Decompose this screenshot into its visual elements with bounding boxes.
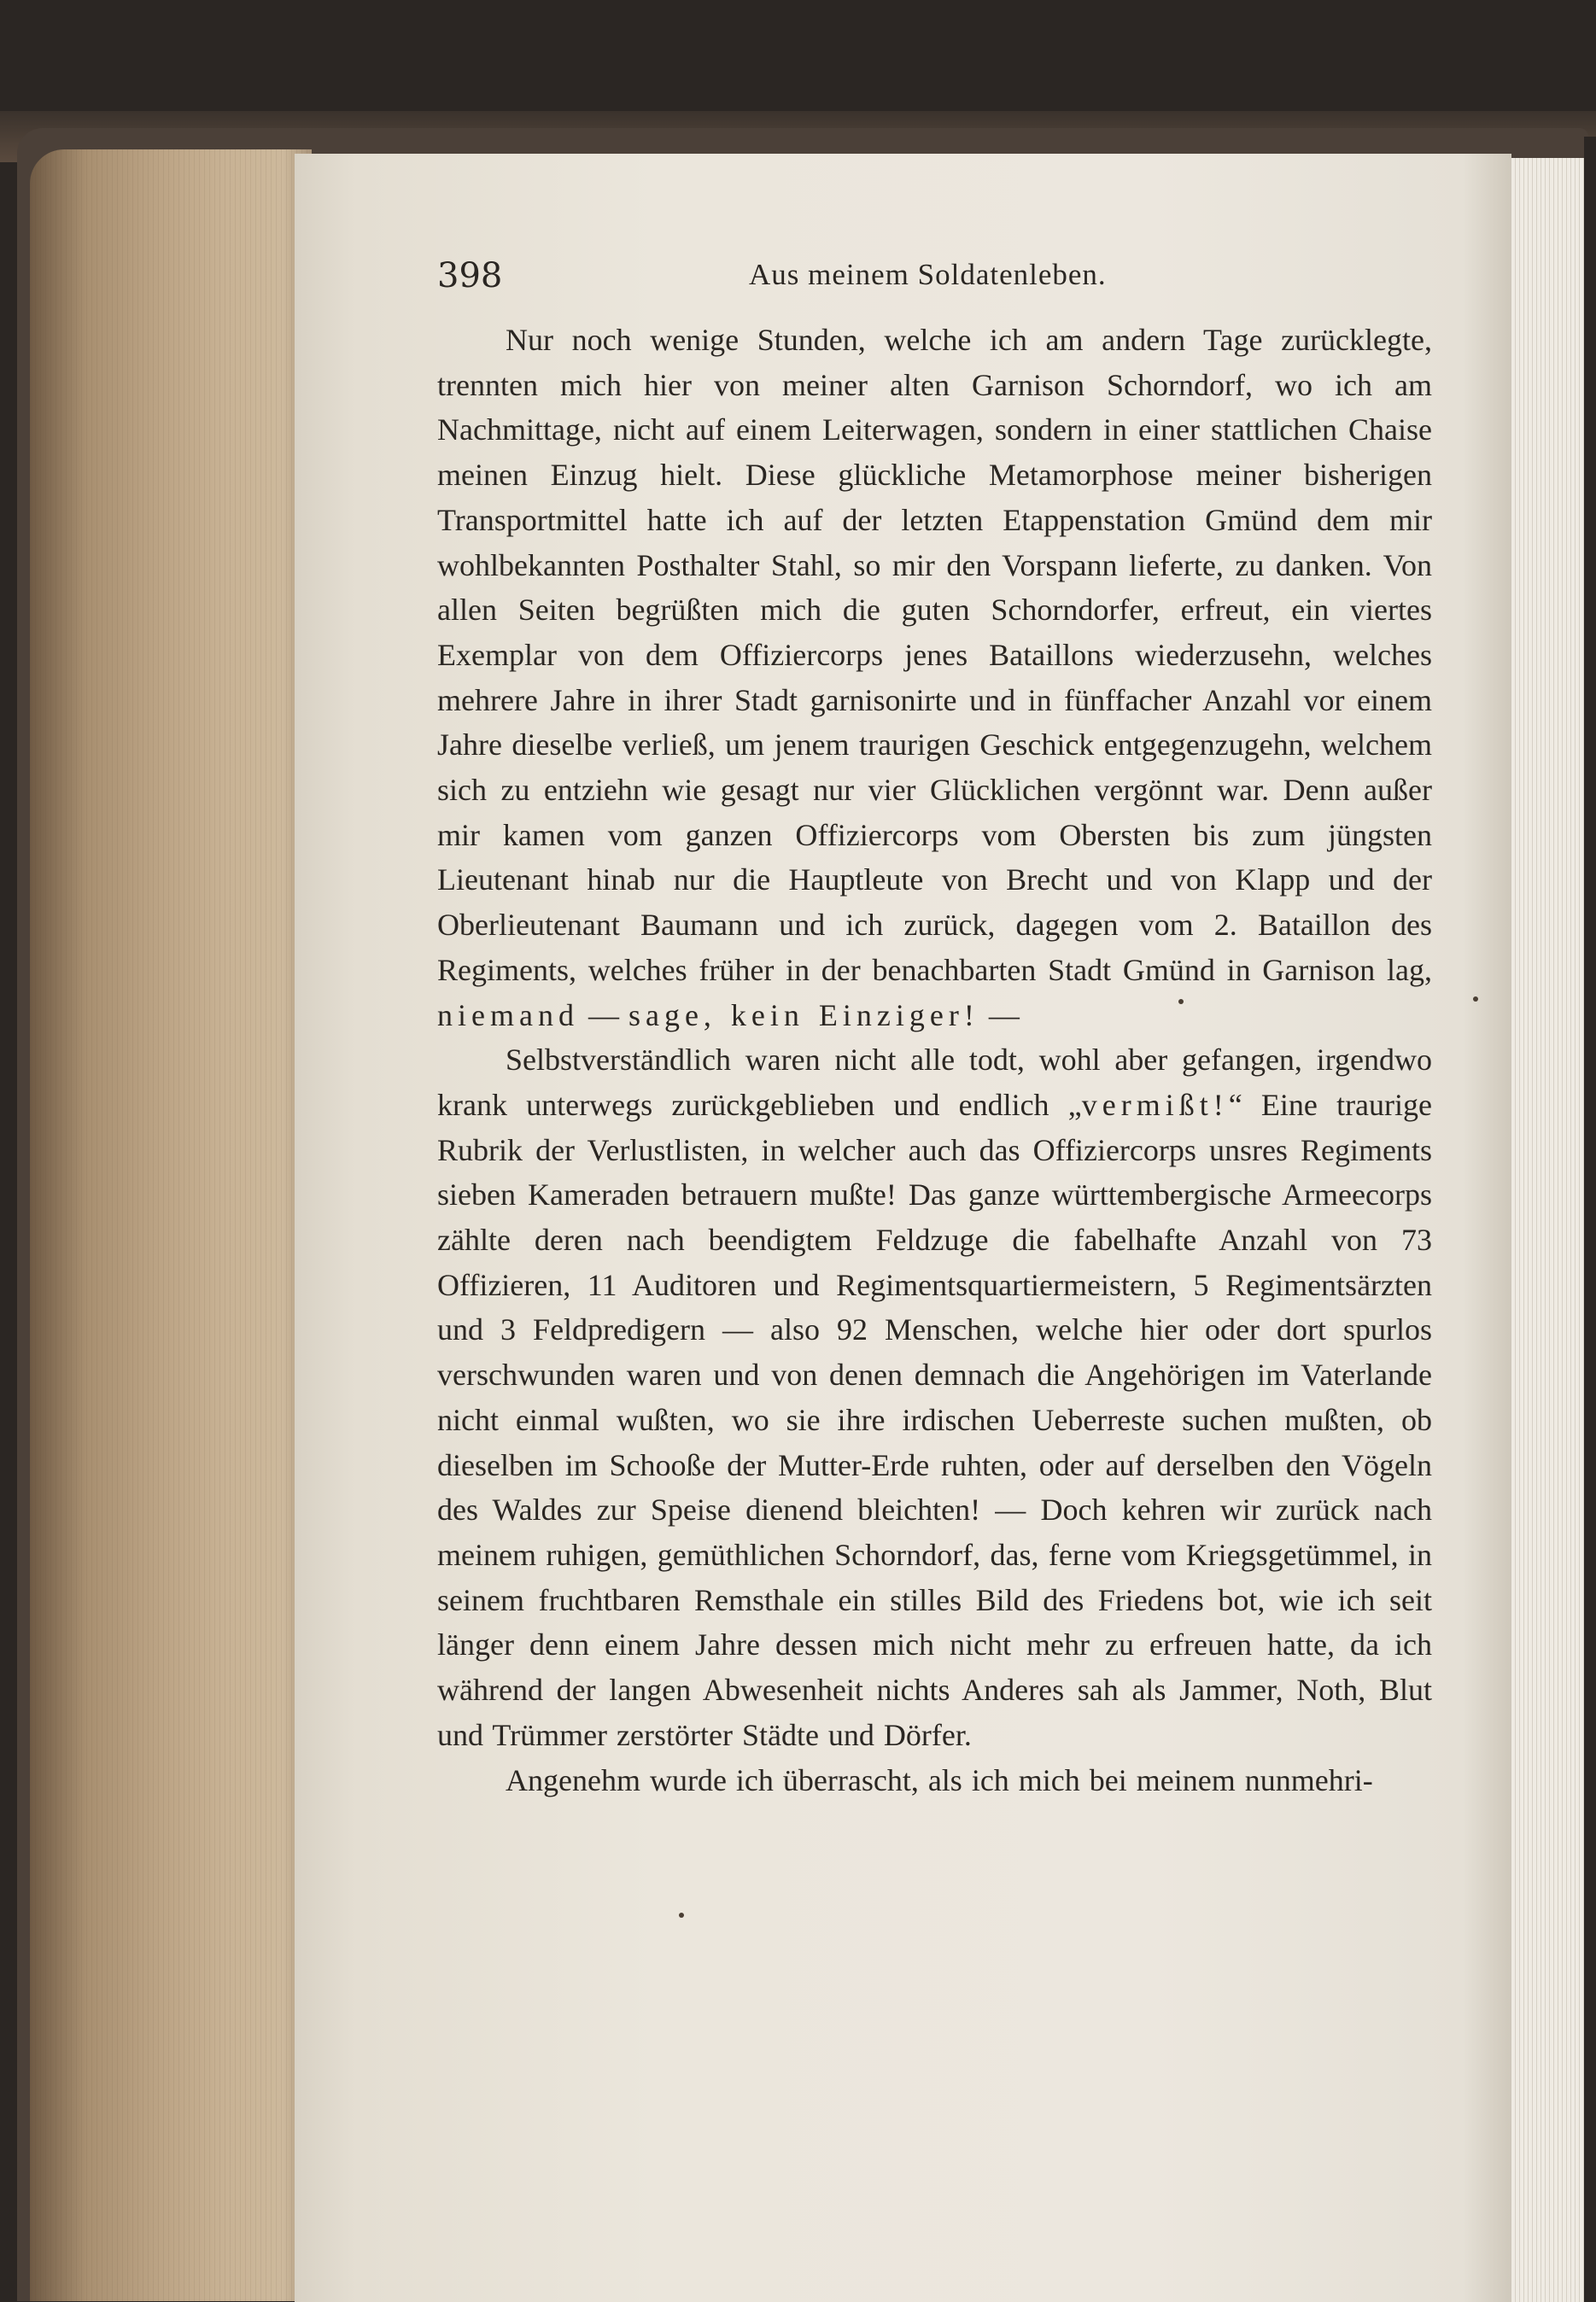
page-block-lines <box>30 149 312 2301</box>
paper-speck <box>679 1913 684 1918</box>
emphasized-text: niemand <box>437 997 579 1032</box>
emphasized-text: sage, kein Einziger! <box>628 997 979 1032</box>
text-run: Selbstverständlich waren nicht alle todt, wohl aber gefangen, irgendwo krank unterwegs zurückgeblieben und endlich „ <box>437 1043 1432 1122</box>
paragraph <box>437 318 1432 1037</box>
paragraph <box>437 1037 1432 1757</box>
emphasized-text: vermißt! <box>1081 1087 1229 1122</box>
page-body <box>437 318 1432 1802</box>
text-run: Nur noch wenige Stunden, welche ich am andern Tage zurücklegte, trennten mich hier von meiner alten Garnison Schorndorf, wo ich am Nachmittage, nicht auf einem Leiterwagen, sondern in einer stattlichen Chaise meinen Einzug hielt. Diese glückliche Metamorphose meiner bisherigen Transportmittel hatte ich auf der letzten Etappenstation Gmünd dem mir wohlbekannten Posthalter Stahl, so mir den Vorspann lieferte, zu danken. Von allen Seiten begrüßten mich die guten Schorndorfer, erfreut, ein viertes Exemplar von dem Offiziercorps jenes Bataillons wiederzusehn, welches mehrere Jahre in ihrer Stadt garnisonirte und in fünffacher Anzahl vor einem Jahre dieselbe verließ, um jenem traurigen Geschick entgegenzugehn, welchem sich zu entziehn wie gesagt nur vier Glücklichen vergönnt war. Denn außer mir kamen vom ganzen Offiziercorps vom Obersten bis zum jüngsten Lieutenant hinab nur die Hauptleute von Brecht und von Klapp und der Oberlieutenant Baumann und ich zurück, dagegen vom 2. Bataillon des Regiments, welches früher in der benachbarten Stadt Gmünd in Garnison lag, <box>437 323 1432 987</box>
paragraph <box>437 1758 1432 1803</box>
paper-speck <box>1473 996 1478 1002</box>
text-run: — <box>578 997 628 1032</box>
page-number: 398 <box>437 256 503 295</box>
page-header <box>437 256 1432 307</box>
text-run: Angenehm wurde ich überrascht, als ich mich bei meinem nunmehri- <box>506 1762 1373 1797</box>
book-cover-right <box>1584 137 1596 2302</box>
text-run: “ Eine traurige Rubrik der Verlustlisten, in welcher auch das Offiziercorps unsres Regiments sieben Kameraden betrauern mußte! Das ganze württembergische Armeecorps zählte deren nach beendigtem Feldzuge die fabelhafte Anzahl von 73 Offizieren, 11 Auditoren und Regimentsquartiermeistern, 5 Regimentsärzten und 3 Feldpredigern — also 92 Menschen, welche hier oder dort spurlos verschwunden waren und von denen demnach die Angehörigen im Vaterlande nicht einmal wußten, wo sie ihre irdischen Ueberreste suchen mußten, ob dieselben im Schooße der Mutter-Erde ruhten, oder auf derselben den Vögeln des Waldes zur Speise dienend bleichten! — Doch kehren wir zurück nach meinem ruhigen, gemüthlichen Schorndorf, das, ferne vom Kriegsgetümmel, in seinem fruchtbaren Remsthale ein stilles Bild des Friedens bot, wie ich seit länger denn einem Jahre dessen mich nicht mehr zu erfreuen hatte, da ich während der langen Abwesenheit nichts Anderes sah als Jammer, Noth, Blut und Trümmer zerstörter Städte und Dörfer. <box>437 1087 1433 1752</box>
running-title: Aus meinem Soldatenleben. <box>749 258 1107 291</box>
text-run: — <box>979 997 1020 1032</box>
right-page-stack <box>1511 158 1588 2302</box>
